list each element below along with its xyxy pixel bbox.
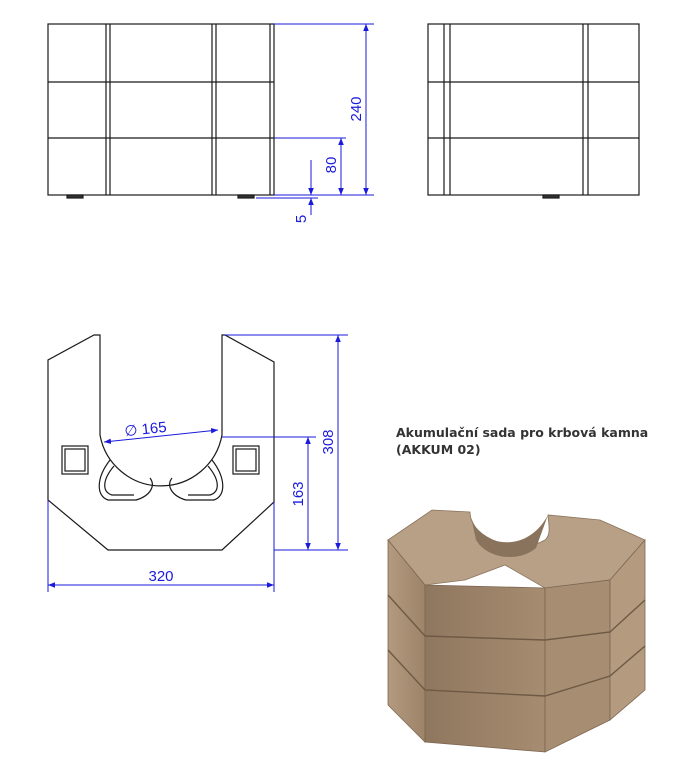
- plan-view-dimensions: [48, 335, 348, 592]
- dim-inner-163: 163: [290, 481, 307, 507]
- dim-diameter-165: ∅ 165: [123, 418, 168, 441]
- dim-depth-308: 308: [320, 429, 337, 455]
- product-photo: [388, 510, 645, 752]
- dim-foot-5: 5: [293, 214, 310, 224]
- caption-title: Akumulační sada pro krbová kamna: [396, 425, 649, 440]
- plan-view: [48, 335, 274, 550]
- dim-course-80: 80: [323, 156, 340, 174]
- side-elevation-view: [428, 24, 639, 198]
- product-caption: [396, 424, 676, 458]
- dim-height-240: 240: [348, 96, 365, 122]
- dim-width-320: 320: [148, 568, 174, 585]
- caption-code: (AKKUM 02): [396, 442, 481, 457]
- front-elevation-view: [48, 24, 274, 198]
